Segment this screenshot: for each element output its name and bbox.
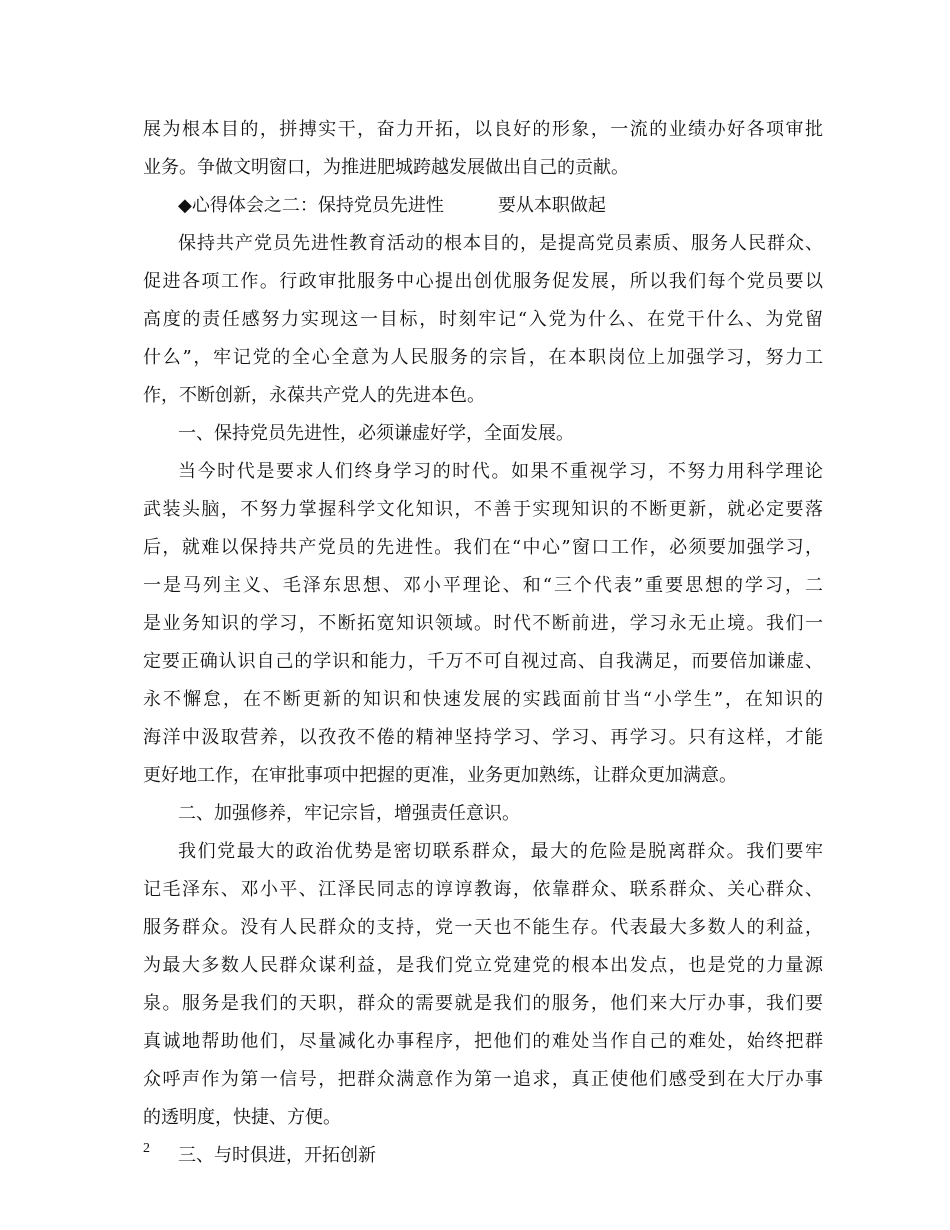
body-text-line: 武装头脑，不努力掌握科学文化知识，不善于实现知识的不断更新，就必定要落 (143, 499, 823, 520)
body-text-line: 什么”，牢记党的全心全意为人民服务的宗旨，在本职岗位上加强学习，努力工 (143, 347, 823, 368)
body-text-line: 泉。服务是我们的天职，群众的需要就是我们的服务，他们来大厅办事，我们要 (143, 993, 823, 1014)
body-text-line: 一是马列主义、毛泽东思想、邓小平理论、和“三个代表”重要思想的学习，二 (143, 575, 823, 596)
body-text-line: 是业务知识的学习，不断拓宽知识领域。时代不断前进，学习永无止境。我们一 (143, 613, 823, 634)
body-text-line: 服务群众。没有人民群众的支持，党一天也不能生存。代表最大多数人的利益， (143, 917, 823, 938)
subheading: 三、与时俱进，开拓创新 (178, 1145, 376, 1166)
body-text-line: 更好地工作，在审批事项中把握的更准，业务更加熟练，让群众更加满意。 (143, 765, 737, 786)
body-text-line: 促进各项工作。行政审批服务中心提出创优服务促发展，所以我们每个党员要以 (143, 271, 823, 292)
body-text-line: 高度的责任感努力实现这一目标，时刻牢记“入党为什么、在党干什么、为党留 (143, 309, 823, 330)
body-text-line: 海洋中汲取营养，以孜孜不倦的精神坚持学习、学习、再学习。只有这样，才能 (143, 727, 823, 748)
body-text-line: 记毛泽东、邓小平、江泽民同志的谆谆教诲，依靠群众、联系群众、关心群众、 (143, 879, 823, 900)
body-text-line: 为最大多数人民群众谋利益，是我们党立党建党的根本出发点，也是党的力量源 (143, 955, 823, 976)
subheading: 一、保持党员先进性，必须谦虚好学，全面发展。 (178, 423, 574, 444)
body-text-line: 作，不断创新，永葆共产党人的先进本色。 (143, 385, 485, 406)
body-text-line: 的透明度，快捷、方便。 (143, 1107, 341, 1128)
subheading: 二、加强修养，牢记宗旨，增强责任意识。 (178, 803, 520, 824)
body-text-line: 定要正确认识自己的学识和能力，千万不可自视过高、自我满足，而要倍加谦虚、 (143, 651, 823, 672)
section-heading: ◆心得体会之二：保持党员先进性 要从本职做起 (178, 195, 606, 216)
body-text-line: 真诚地帮助他们，尽量减化办事程序，把他们的难处当作自己的难处，始终把群 (143, 1031, 823, 1052)
body-text-line: 永不懈怠，在不断更新的知识和快速发展的实践面前甘当“小学生”，在知识的 (143, 689, 823, 710)
body-text-line: 当今时代是要求人们终身学习的时代。如果不重视学习，不努力用科学理论 (178, 461, 823, 482)
body-text-line: 业务。争做文明窗口，为推进肥城跨越发展做出自己的贡献。 (143, 157, 629, 178)
body-text-line: 后，就难以保持共产党员的先进性。我们在“中心”窗口工作，必须要加强学习， (143, 537, 823, 558)
page-number: 2 (143, 1141, 150, 1156)
body-text-line: 众呼声作为第一信号，把群众满意作为第一追求，真正使他们感受到在大厅办事 (143, 1069, 823, 1090)
body-text-line: 保持共产党员先进性教育活动的根本目的，是提高党员素质、服务人民群众、 (178, 233, 823, 254)
body-text-line: 展为根本目的，拼搏实干，奋力开拓，以良好的形象，一流的业绩办好各项审批 (143, 119, 823, 140)
body-text-line: 我们党最大的政治优势是密切联系群众，最大的危险是脱离群众。我们要牢 (178, 841, 823, 862)
